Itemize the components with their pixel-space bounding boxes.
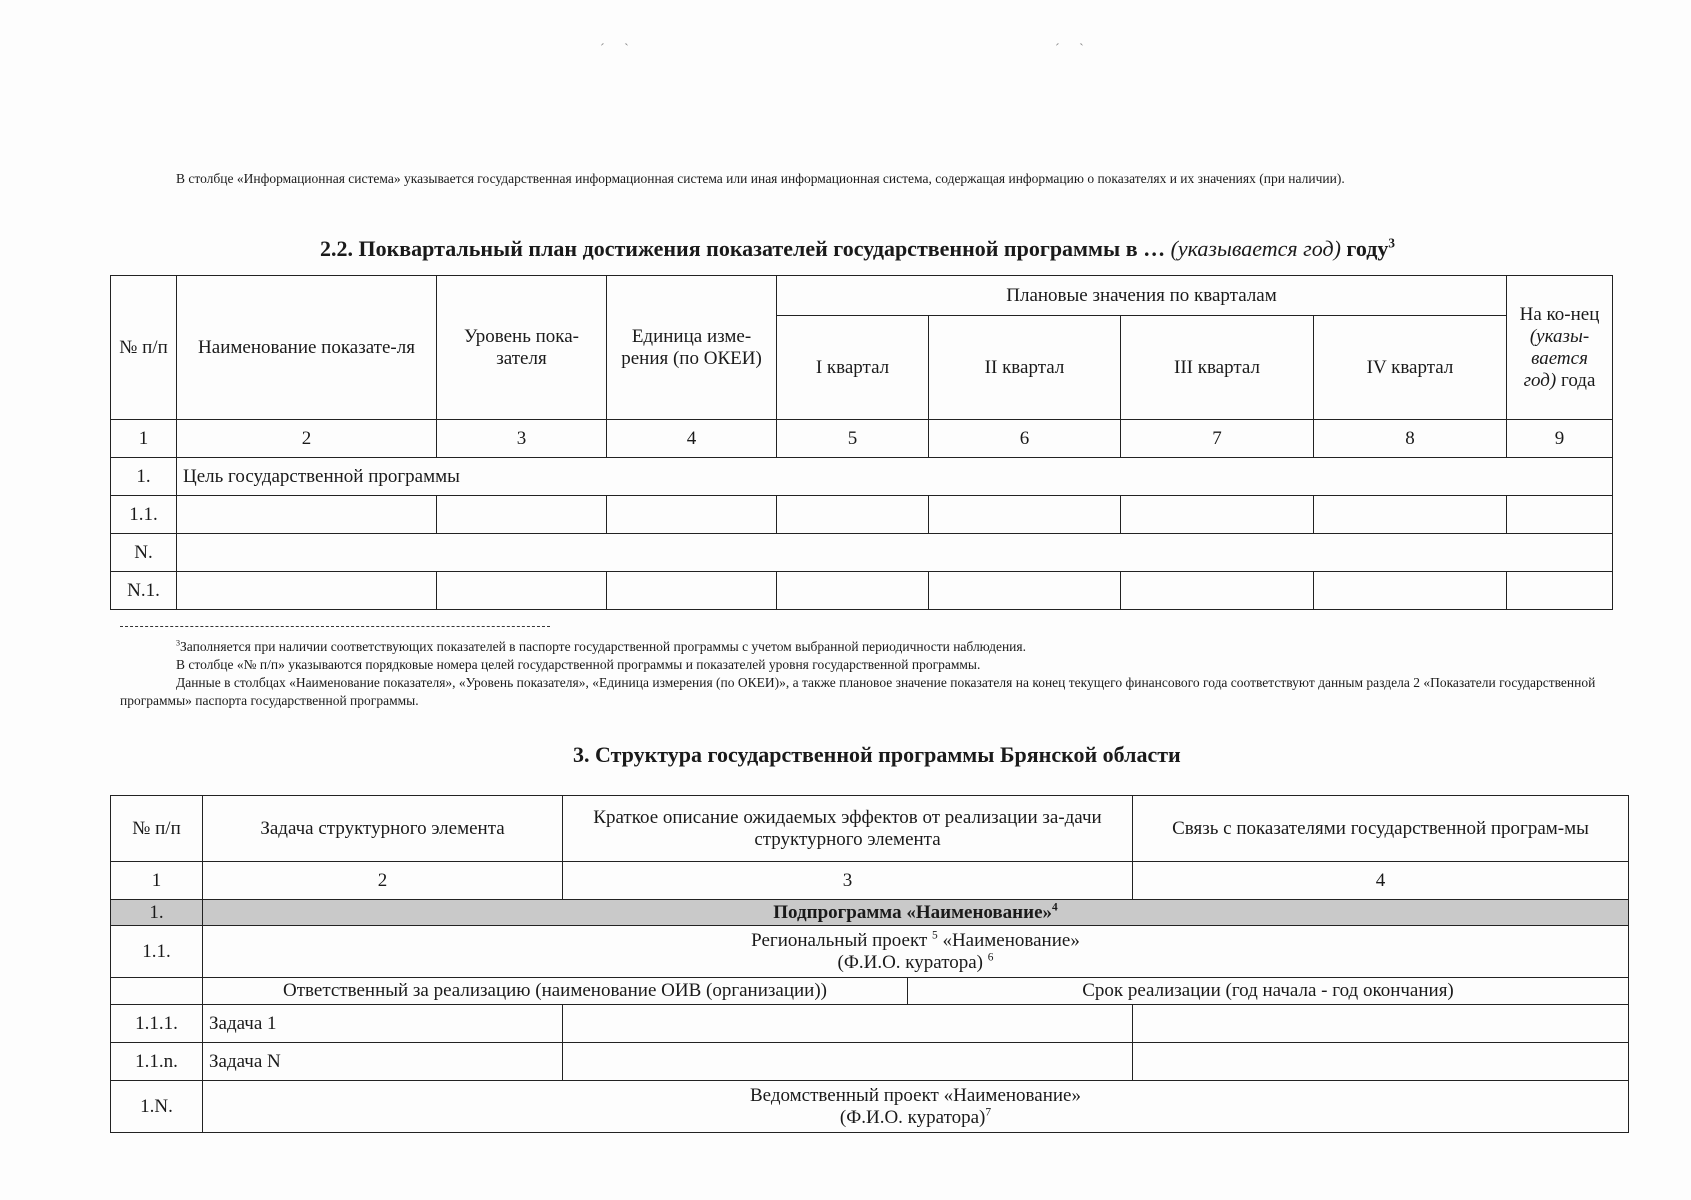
column-number: 6: [929, 420, 1121, 458]
column-number: 9: [1507, 420, 1613, 458]
header-q3: III квартал: [1121, 316, 1314, 420]
column-number: 2: [203, 862, 563, 900]
empty-cell: [111, 978, 203, 1005]
header-indicator-name: Наименование показате-ля: [177, 276, 437, 420]
header-q4: IV квартал: [1314, 316, 1507, 420]
column-numbers-row: [111, 862, 1629, 900]
empty-cell: [1507, 572, 1613, 610]
empty-cell: [777, 496, 929, 534]
empty-cell: [607, 572, 777, 610]
footnote-line: Данные в столбцах «Наименование показателя», «Уровень показателя», «Единица измерения (по ОКЕИ)», а также плановое значение показателя на конец текущего финансового года соответствуют данным раздела 2 «Показатели государственной программы» паспорта государственной программы.: [120, 675, 1596, 708]
departmental-project-row: [111, 1081, 1629, 1133]
empty-cell: [607, 496, 777, 534]
empty-cell: [777, 572, 929, 610]
quarterly-plan-table: [110, 275, 1613, 610]
column-numbers-row: [111, 420, 1613, 458]
task-row: [111, 1005, 1629, 1043]
intro-paragraph: В столбце «Информационная система» указывается государственная информационная система или иная информационная система, содержащая информацию о показателях и их значениях (при наличии).: [176, 171, 1345, 186]
empty-cell: [1121, 496, 1314, 534]
row-number: N.1.: [111, 572, 177, 610]
empty-cell: [1314, 572, 1507, 610]
empty-cell: [929, 496, 1121, 534]
program-structure-table: [110, 795, 1629, 1133]
scan-mark: ´ `: [600, 42, 637, 57]
footnote-separator: [120, 626, 550, 627]
responsible-cell: [203, 978, 1629, 1005]
table-row: [111, 496, 1613, 534]
row-number: 1.1.: [111, 496, 177, 534]
table-row: [111, 534, 1613, 572]
scan-mark: ´ `: [1055, 42, 1092, 57]
header-num: № п/п: [111, 796, 203, 862]
header-indicator-level: Уровень пока-зателя: [437, 276, 607, 420]
task-name: Задача N: [203, 1043, 563, 1081]
header-unit: Единица изме-рения (по ОКЕИ): [607, 276, 777, 420]
header-effects: Краткое описание ожидаемых эффектов от реализации за-дачи структурного элемента: [563, 796, 1133, 862]
column-number: 2: [177, 420, 437, 458]
empty-cell: [1133, 1043, 1629, 1081]
empty-cell: [929, 572, 1121, 610]
departmental-project-title: Ведомственный проект «Наименование» (Ф.И.О. куратора)$^7$: [203, 1081, 1629, 1133]
empty-cell: [177, 496, 437, 534]
deadline-label: Срок реализации (год начала - год окончания): [1082, 980, 1454, 1001]
row-number: 1.: [111, 900, 203, 926]
empty-cell: [563, 1005, 1133, 1043]
responsible-row: [111, 978, 1629, 1005]
row-number: N.: [111, 534, 177, 572]
column-number: 5: [777, 420, 929, 458]
responsible-label: Ответственный за реализацию (наименование ОИВ (организации)): [203, 978, 908, 1004]
column-number: 4: [607, 420, 777, 458]
regional-project-row: [111, 926, 1629, 978]
table-row: [111, 458, 1613, 496]
column-number: 1: [111, 862, 203, 900]
empty-cell: [563, 1043, 1133, 1081]
column-number: 8: [1314, 420, 1507, 458]
task-row: [111, 1043, 1629, 1081]
row-number: 1.1.: [111, 926, 203, 978]
column-number: 7: [1121, 420, 1314, 458]
task-name: Задача 1: [203, 1005, 563, 1043]
column-number: 3: [563, 862, 1133, 900]
header-indicator-link: Связь с показателями государственной програм-мы: [1133, 796, 1629, 862]
row-number: 1.: [111, 458, 177, 496]
regional-project-title: Региональный проект $^5$ «Наименование» (Ф.И.О. куратора) $^6$: [203, 926, 1629, 978]
header-q2: II квартал: [929, 316, 1121, 420]
header-q1: I квартал: [777, 316, 929, 420]
footnotes-block: [120, 638, 1640, 710]
header-num: № п/п: [111, 276, 177, 420]
empty-cell: [1507, 496, 1613, 534]
empty-cell: [1133, 1005, 1629, 1043]
empty-cell: [437, 572, 607, 610]
table-row: [111, 572, 1613, 610]
section-3-title: 3. Структура государственной программы Брянской области: [573, 742, 1181, 767]
empty-cell: [1121, 572, 1314, 610]
row-number: 1.N.: [111, 1081, 203, 1133]
empty-cell: [437, 496, 607, 534]
header-year-end: На ко-нец (указы-вается год) года: [1507, 276, 1613, 420]
column-number: 4: [1133, 862, 1629, 900]
section-2-2-title: 2.2. Поквартальный план достижения показателей государственной программы в … (указывается год) году$^3$: [320, 235, 1395, 261]
empty-merged-cell: [177, 534, 1613, 572]
subprogram-title: Подпрограмма «Наименование»$^4$: [203, 900, 1629, 926]
goal-cell: Цель государственной программы: [177, 458, 1613, 496]
empty-cell: [177, 572, 437, 610]
header-planned-values: Плановые значения по кварталам: [777, 276, 1507, 316]
column-number: 3: [437, 420, 607, 458]
row-number: 1.1.n.: [111, 1043, 203, 1081]
empty-cell: [1314, 496, 1507, 534]
footnote-line: В столбце «№ п/п» указываются порядковые номера целей государственной программы и показателей уровня государственной программы.: [176, 657, 981, 672]
row-number: 1.1.1.: [111, 1005, 203, 1043]
header-task: Задача структурного элемента: [203, 796, 563, 862]
subprogram-row: [111, 900, 1629, 926]
column-number: 1: [111, 420, 177, 458]
footnote-3: $^3$Заполняется при наличии соответствующих показателей в паспорте государственной программы с учетом выбранной периодичности наблюдения.: [176, 638, 1026, 654]
